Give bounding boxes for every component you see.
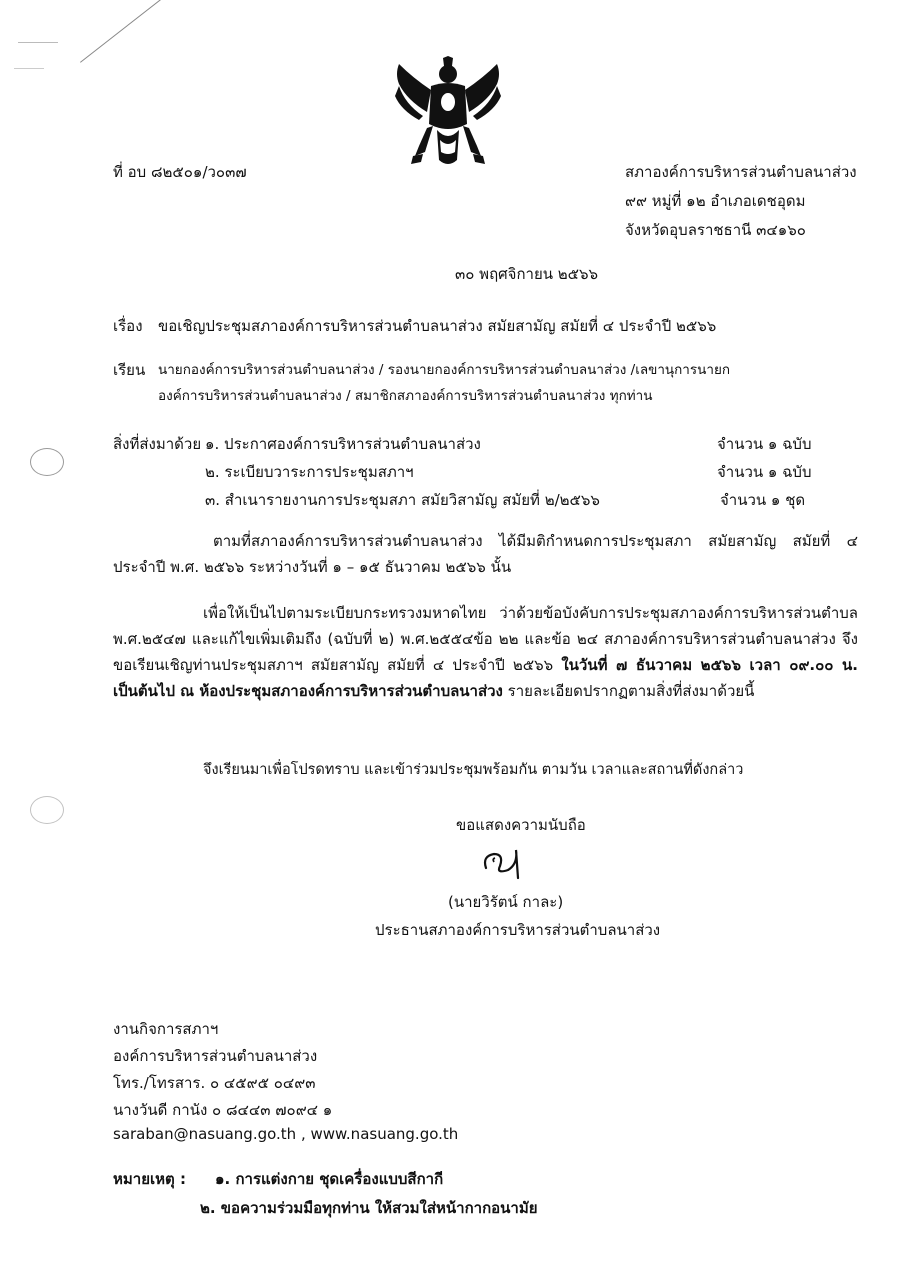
- garuda-emblem: [393, 56, 503, 174]
- scan-mark: [18, 42, 58, 43]
- sender-address-line: จังหวัดอุบลราชธานี ๓๔๑๖๐: [625, 221, 806, 239]
- note-item: ๑. การแต่งกาย ชุดเครื่องแบบสีกากี: [215, 1170, 444, 1188]
- signer-name: (นายวิรัตน์ กาละ): [448, 893, 564, 911]
- body-paragraph-3: จึงเรียนมาเพื่อโปรดทราบ และเข้าร่วมประชุมพร้อมกัน ตามวัน เวลาและสถานที่ดังกล่าว: [203, 762, 744, 778]
- note-item: ๒. ขอความร่วมมือทุกท่าน ให้สวมใส่หน้ากากอนามัย: [200, 1199, 538, 1217]
- to-label: เรียน: [113, 361, 146, 379]
- body-paragraph-2-text: เพื่อให้เป็นไปตามระเบียบกระทรวงมหาดไทย ว่าด้วยข้อบังคับการประชุมสภาองค์การบริหารส่วนตำบล พ.ศ.๒๕๔๗ และแก้ไขเพิ่มเติมถึง (ฉบับที่ ๒) พ.ศ.๒๕๕๔ข้อ ๒๒ และข้อ ๒๔ สภาองค์การบริหารส่วนตำบลนาส่วง จึงขอเรียนเชิญท่านประชุมสภาฯ สมัยสามัญ สมัยที่ ๔ ประจำปี ๒๕๖๖: [113, 604, 858, 674]
- body-paragraph-2: [113, 600, 858, 704]
- enclosure-item: ๒. ระเบียบวาระการประชุมสภาฯ: [205, 463, 414, 481]
- closing: ขอแสดงความนับถือ: [456, 816, 586, 834]
- enclosure-item: ๑. ประกาศองค์การบริหารส่วนตำบลนาส่วง: [205, 435, 481, 453]
- contact-line: งานกิจการสภาฯ: [113, 1020, 219, 1038]
- handwritten-signature: [478, 838, 548, 884]
- meeting-datetime-place: ในวันที่ ๗ ธันวาคม ๒๕๖๖ เวลา ๐๙.๐๐ น. เป็นต้นไป ณ ห้องประชุมสภาองค์การบริหารส่วนตำบลนาส่วง: [113, 656, 858, 700]
- body-paragraph-2-tail: รายละเอียดปรากฏตามสิ่งที่ส่งมาด้วยนี้: [507, 682, 755, 700]
- scan-mark: [80, 0, 199, 63]
- sender-address-line: ๙๙ หมู่ที่ ๑๒ อำเภอเดชอุดม: [625, 192, 806, 210]
- reference-number: ที่ อบ ๘๒๕๐๑/ว๐๓๗: [113, 163, 247, 181]
- body-paragraph-1: ตามที่สภาองค์การบริหารส่วนตำบลนาส่วง ได้มีมติกำหนดการประชุมสภา สมัยสามัญ สมัยที่ ๔ ประจำปี พ.ศ. ๒๕๖๖ ระหว่างวันที่ ๑ – ๑๕ ธันวาคม ๒๕๖๖ นั้น: [113, 532, 858, 576]
- contact-line: saraban@nasuang.go.th , www.nasuang.go.th: [113, 1125, 459, 1143]
- enclosures-label: สิ่งที่ส่งมาด้วย: [113, 435, 202, 453]
- sender-address-line: สภาองค์การบริหารส่วนตำบลนาส่วง: [625, 163, 857, 181]
- contact-line: นางวันดี กานัง ๐ ๘๔๔๓ ๗๐๙๔ ๑: [113, 1101, 333, 1119]
- signer-title: ประธานสภาองค์การบริหารส่วนตำบลนาส่วง: [375, 921, 661, 939]
- enclosure-qty: จำนวน ๑ ชุด: [720, 491, 806, 509]
- to-line: องค์การบริหารส่วนตำบลนาส่วง / สมาชิกสภาองค์การบริหารส่วนตำบลนาส่วง ทุกท่าน: [158, 388, 653, 404]
- contact-line: องค์การบริหารส่วนตำบลนาส่วง: [113, 1047, 318, 1065]
- subject-label: เรื่อง: [113, 317, 143, 335]
- enclosure-qty: จำนวน ๑ ฉบับ: [717, 463, 812, 481]
- note-label: หมายเหตุ :: [113, 1170, 186, 1188]
- enclosure-item: ๓. สำเนารายงานการประชุมสภา สมัยวิสามัญ สมัยที่ ๒/๒๕๖๖: [205, 491, 600, 509]
- letter-date: ๓๐ พฤศจิกายน ๒๕๖๖: [455, 265, 599, 283]
- punch-hole: [30, 448, 64, 476]
- subject-text: ขอเชิญประชุมสภาองค์การบริหารส่วนตำบลนาส่วง สมัยสามัญ สมัยที่ ๔ ประจำปี ๒๕๖๖: [158, 317, 717, 335]
- punch-hole: [30, 796, 64, 824]
- scan-mark: [14, 68, 44, 69]
- to-line: นายกองค์การบริหารส่วนตำบลนาส่วง / รองนายกองค์การบริหารส่วนตำบลนาส่วง /เลขานุการนายก: [158, 362, 731, 378]
- enclosure-qty: จำนวน ๑ ฉบับ: [717, 435, 812, 453]
- contact-line: โทร./โทรสาร. ๐ ๔๕๙๕ ๐๔๙๓: [113, 1074, 316, 1092]
